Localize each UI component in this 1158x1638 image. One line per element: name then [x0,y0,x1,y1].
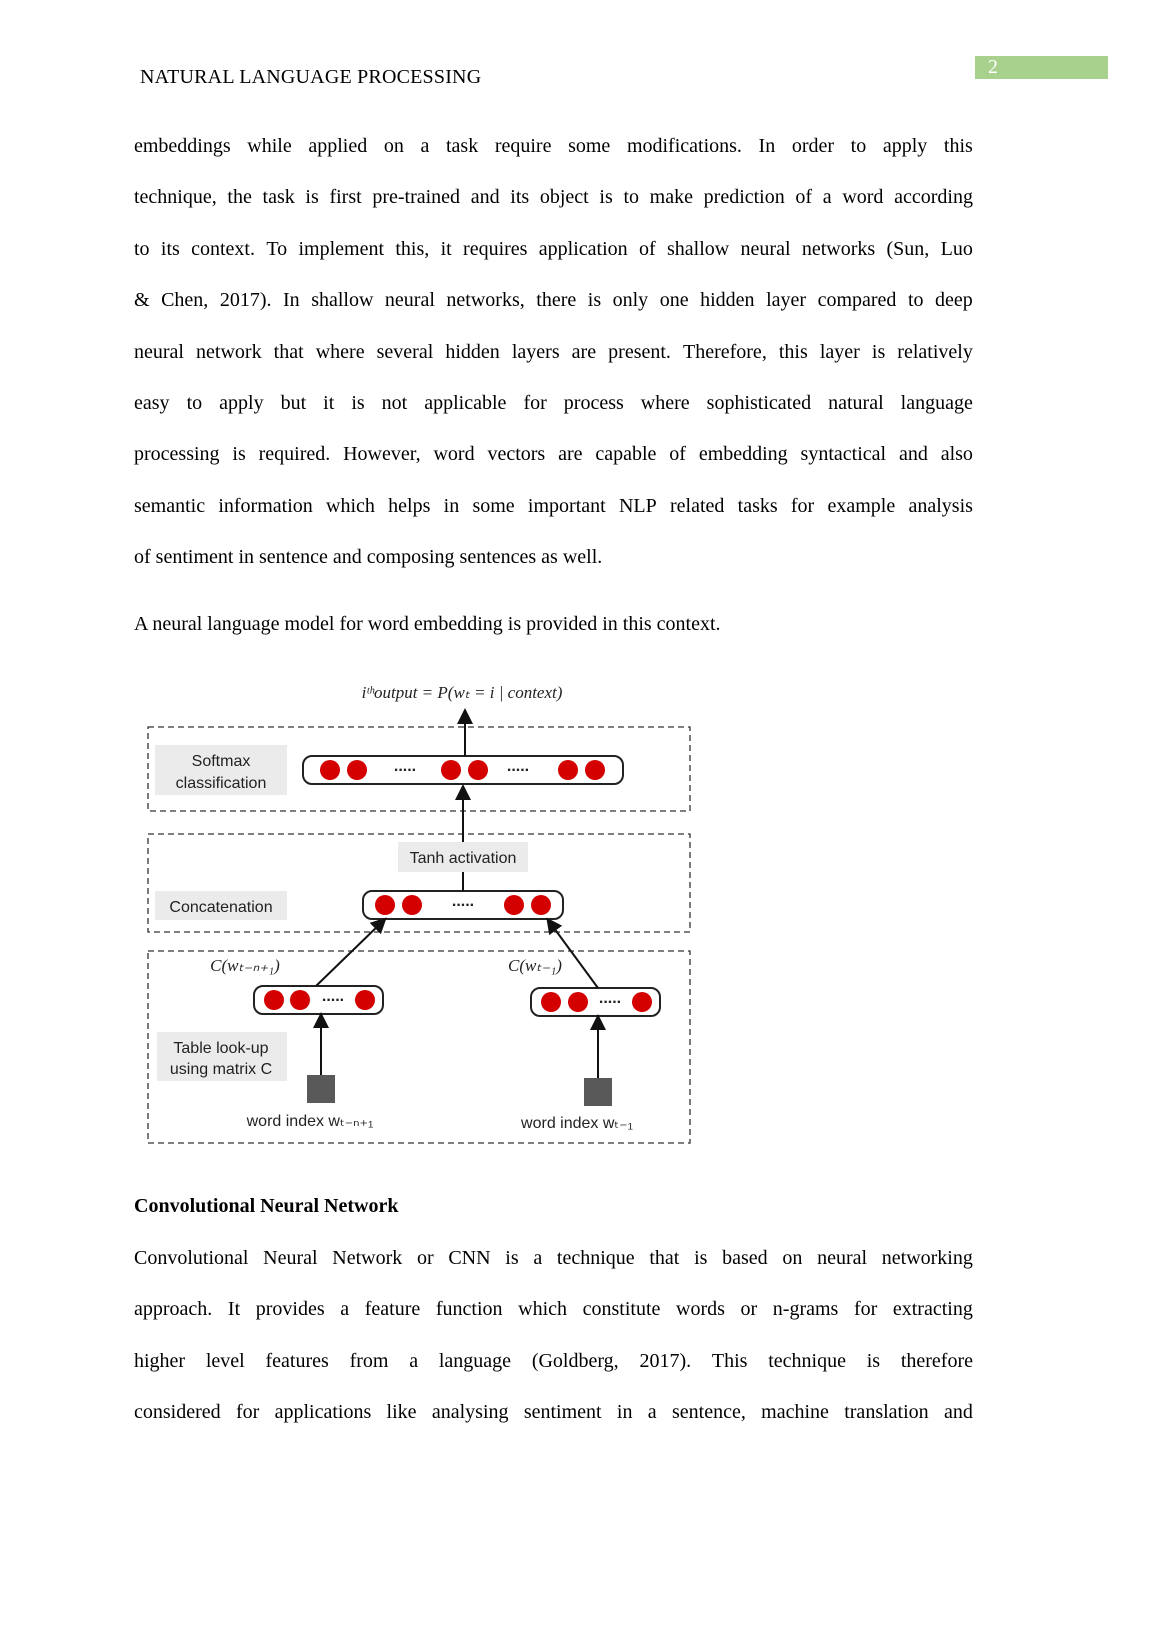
word: neural [384,289,435,312]
word: constitute [582,1298,661,1321]
word: Therefore, [682,340,767,363]
section-heading: Convolutional Neural Network [134,1195,399,1217]
word: is [587,289,602,312]
word: sentiment [155,546,234,569]
word: higher [134,1349,186,1372]
word: neural [134,340,184,363]
word: its [160,237,180,260]
word: modifications. [626,135,742,157]
word: level [205,1349,245,1372]
word: provides [255,1298,325,1321]
word: sentences [459,546,537,569]
word: first [329,186,362,209]
word: implement [298,237,385,260]
node [290,990,310,1010]
word: layer [819,340,860,363]
word: feature [364,1298,421,1321]
word: Network [332,1247,403,1269]
word: this, [395,237,430,260]
word: It [227,1298,241,1321]
word: shallow [666,237,730,260]
word: this [943,135,973,157]
word: on [383,135,404,157]
word: sentence, [671,1401,746,1424]
word: applied [308,135,368,157]
word: from [349,1349,389,1372]
word: where [315,340,365,363]
word: and [943,1401,973,1424]
word: is [351,392,365,414]
word: vectors [487,443,546,466]
word: neural [740,237,791,260]
ellipsis: ..... [451,893,475,910]
word: This [711,1349,748,1372]
word: pre-trained [372,186,461,209]
word: natural [828,392,884,414]
word: task [445,135,479,157]
word: hidden [700,289,755,312]
word: relatively [897,340,973,363]
word: for [853,1298,878,1321]
word: context. [191,237,255,260]
word: networks [801,237,876,260]
node [558,760,578,780]
word: also [940,443,973,466]
c-left-label: C(wₜ₋ₙ₊₁) [210,956,280,975]
lookup-label: Table look-up [173,1040,269,1057]
word: and [470,186,500,209]
word: in [238,546,254,569]
word: processing [134,443,220,466]
text-line [134,1246,973,1270]
word: applications [274,1401,372,1424]
word: where [640,392,690,414]
softmax-label-2: classification [175,775,267,792]
tanh-label: Tanh activation [409,850,517,867]
word: & [134,289,150,312]
neuron-nodes [264,760,652,1012]
word: networks, [446,289,525,312]
word: while [247,135,292,157]
word: are [571,340,597,363]
word: well. [562,546,603,569]
word: easy [134,392,170,414]
word: but [280,392,307,414]
word: one [659,289,689,312]
word: a [822,186,832,209]
word: neural [817,1247,868,1269]
word: to [186,392,203,414]
word: therefore [900,1349,973,1372]
word: machine [761,1401,829,1424]
word: is [505,1247,519,1269]
word: some [568,135,611,157]
word: considered [134,1401,221,1424]
word: In [758,135,776,157]
word: Neural [263,1247,318,1269]
word: of [134,546,151,569]
node [632,992,652,1012]
c-right-label: C(wₜ₋₁) [508,956,562,975]
node [402,895,422,915]
node [320,760,340,780]
word: in [616,1401,633,1424]
word: 2017). [219,289,272,312]
text-line [134,1349,973,1373]
word: compared [817,289,897,312]
word: application [538,237,628,260]
word: according [894,186,973,209]
node [504,895,524,915]
word: for [235,1401,260,1424]
word: prediction [703,186,785,209]
word: is [871,340,886,363]
word: like [386,1401,417,1424]
word: to [134,237,150,260]
word: In [283,289,300,312]
word: (Goldberg, [531,1349,619,1372]
word: translation [844,1401,929,1424]
word: of [669,443,686,466]
word: word [842,186,884,209]
word: features [265,1349,329,1372]
node [585,760,605,780]
word: approach. [134,1298,213,1321]
ellipsis: ..... [506,758,530,775]
word: layers [511,340,560,363]
node [441,760,461,780]
word: information [218,494,313,517]
node [355,990,375,1010]
node [468,760,488,780]
word: a [533,1247,543,1269]
word: which [326,494,375,517]
word: NLP [618,494,657,517]
word: which [518,1298,568,1321]
word: and [898,443,928,466]
word: is [599,186,613,209]
word: capable [595,443,657,466]
word: language [900,392,973,414]
node [568,992,588,1012]
text-line [134,1400,973,1424]
ellipsis: ..... [598,990,622,1007]
word: important [527,494,606,517]
word: embedding [698,443,788,466]
word: it [323,392,335,414]
ellipsis: ..... [321,988,345,1005]
word: this [778,340,808,363]
node [347,760,367,780]
word: n-grams [772,1298,839,1321]
word-index-right: word index wₜ₋₁ [521,1115,633,1132]
word: a [340,1298,350,1321]
word: based [722,1247,768,1269]
word: analysis [908,494,973,517]
concat-label: Concatenation [169,899,273,916]
word: semantic [134,494,206,517]
word: tasks [737,494,778,517]
word: there [536,289,577,312]
word: not [381,392,408,414]
word: several [376,340,434,363]
word: in [443,494,460,517]
word: present. [608,340,671,363]
word: order [791,135,835,157]
output-formula: iᵗʰoutput = P(wₜ = i | context) [361,683,563,702]
word: for [790,494,815,517]
word: To [266,237,288,260]
word: the [227,186,252,209]
word: sophisticated [706,392,812,414]
lookup-label-2: using matrix C [169,1061,273,1078]
word: technique [556,1247,635,1269]
word-index-left: word index wₜ₋ₙ₊₁ [246,1113,374,1130]
ellipsis: ..... [393,758,417,775]
softmax-label: Softmax [191,753,251,770]
word: hidden [445,340,500,363]
word: some [472,494,515,517]
word: is [305,186,319,209]
word: related [669,494,725,517]
word-index-block-right [584,1078,612,1106]
word: (Sun, [886,237,930,260]
node [541,992,561,1012]
word: to [850,135,867,157]
word: for [523,392,547,414]
word: that [649,1247,680,1269]
word: are [558,443,583,466]
word: language [438,1349,512,1372]
word: or [416,1247,434,1269]
word: to [907,289,924,312]
word: deep [935,289,973,312]
word: network [196,340,262,363]
word: technique [768,1349,846,1372]
word: CNN [448,1247,491,1269]
word: words [676,1298,725,1321]
word: object [539,186,589,209]
word: Luo [940,237,973,260]
word: require [494,135,552,157]
word: a [647,1401,657,1424]
text-line [134,1297,973,1321]
word: shallow [311,289,374,312]
word: apply [219,392,264,414]
word: embeddings [134,135,231,157]
word: layer [766,289,807,312]
word: or [740,1298,758,1321]
word: helps [388,494,431,517]
word-index-block-left [307,1075,335,1103]
word: apply [882,135,928,157]
word: networking [881,1247,973,1269]
page-number: 2 [988,56,998,78]
word: is [866,1349,881,1372]
word: it [440,237,452,260]
word: syntactical [800,443,887,466]
word: of [795,186,813,209]
word: its [510,186,530,209]
word: example [827,494,896,517]
word: is [232,443,246,466]
word: analysing [431,1401,509,1424]
node [264,990,284,1010]
word: However, [343,443,421,466]
word: extracting [892,1298,973,1321]
word: 2017). [639,1349,692,1372]
node [375,895,395,915]
word: applicable [424,392,507,414]
word: Convolutional [134,1247,249,1269]
word: on [782,1247,803,1269]
word: is [694,1247,708,1269]
word: Chen, [161,289,209,312]
word: as [541,546,558,569]
word: make [649,186,693,209]
word: to [623,186,639,209]
word: task [262,186,295,209]
word: only [612,289,649,312]
word: word [433,443,475,466]
word: and [332,546,362,569]
word: a [420,135,430,157]
running-header: NATURAL LANGUAGE PROCESSING [140,66,482,88]
word: sentiment [523,1401,602,1424]
word: a [409,1349,419,1372]
word: composing [366,546,455,569]
word: technique, [134,186,217,209]
word: of [638,237,656,260]
word: function [435,1298,503,1321]
word: requires [463,237,528,260]
word: required. [258,443,331,466]
node [531,895,551,915]
word: process [563,392,624,414]
word: sentence [259,546,328,569]
word: that [273,340,304,363]
paragraph-text: A neural language model for word embedding is provided in this context. [134,613,721,635]
